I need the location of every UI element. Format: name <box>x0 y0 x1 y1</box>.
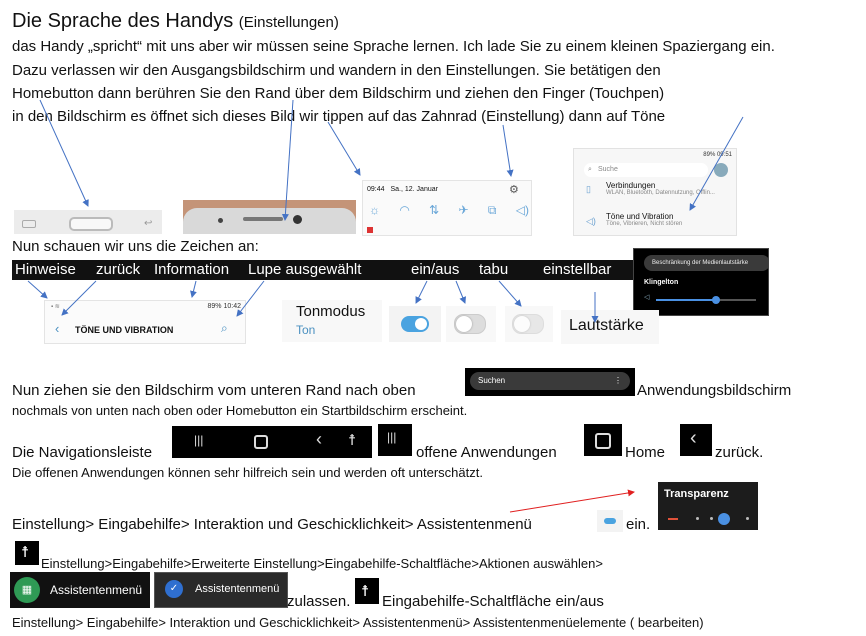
nav-back: zurück. <box>715 444 764 461</box>
home-icon-large[interactable] <box>595 433 611 449</box>
intro-line-3: Homebutton dann berühren Sie den Rand über dem Bildschirm und ziehen den Finger (Touchpen) <box>12 85 665 102</box>
toggle-disabled-shot <box>505 306 553 342</box>
navigation-bar-shot <box>172 426 372 458</box>
arrow-gear <box>503 125 511 176</box>
accessibility-icon-small[interactable]: ☨ <box>21 544 30 561</box>
search-icon: ⌕ <box>588 166 592 173</box>
toggle-on-shot <box>389 306 441 342</box>
flashlight-icon[interactable]: ☼ <box>369 203 380 217</box>
transparency-shot <box>658 482 758 530</box>
tones-status: 89% 10:42 <box>207 303 241 310</box>
sensor-icon <box>218 218 223 223</box>
back-icon-large[interactable]: ‹ <box>690 427 697 449</box>
gear-icon[interactable]: ⚙ <box>509 184 519 196</box>
connections-title: Verbindungen <box>606 181 656 190</box>
search-bar-shot <box>465 368 635 396</box>
lautstaerke-shot[interactable] <box>561 310 659 344</box>
intro-line-1: das Handy „spricht“ mit uns aber wir müssen seine Sprache lernen. Ich lade Sie zu einem kleinen Spaziergang ein. <box>12 38 775 55</box>
nav-home: Home <box>625 444 666 461</box>
accessibility-button-shot <box>15 541 39 565</box>
arrow-aus <box>456 281 465 303</box>
rotate-icon[interactable]: ⧉ <box>487 203 497 217</box>
transparency-slider[interactable] <box>668 518 748 520</box>
magnifier-icon[interactable]: ⌕ <box>221 321 228 335</box>
sound-settings-icon: ◁) <box>586 216 596 226</box>
swipe-line-a: Nun ziehen sie den Bildschirm vom unteren Rand nach oben <box>12 382 416 399</box>
nav-open-apps: offene Anwendungen <box>416 444 557 461</box>
quick-panel-shot <box>362 180 532 236</box>
toggle-on[interactable] <box>401 316 429 332</box>
signs-intro: Nun schauen wir uns die Zeichen an: <box>12 238 259 255</box>
speaker-icon <box>243 217 283 221</box>
toggle-small-shot <box>597 510 623 532</box>
sounds-sub: Töne, Vibrieren, Nicht stören <box>606 221 683 227</box>
connections-icon: ▯ <box>586 184 591 194</box>
connections-sub: WLAN, Bluetooth, Datennutzung, Offlin... <box>606 190 715 196</box>
legend-einstellbar: einstellbar <box>543 261 612 278</box>
notification-icons: ▪ ≋ <box>51 304 60 310</box>
transparency-label: Transparenz <box>664 488 729 500</box>
home-icon[interactable] <box>254 435 268 449</box>
legend-hinweise: Hinweise <box>15 261 76 278</box>
accessibility-icon[interactable]: ☨ <box>348 432 357 449</box>
arrow-ein <box>416 281 427 303</box>
back-icon[interactable]: ‹ <box>316 429 322 449</box>
toggle-off-shot <box>446 306 496 342</box>
media-volume-panel <box>633 248 769 316</box>
search-bar-label: Suchen <box>478 376 506 385</box>
assistant-menu-button-blue[interactable] <box>154 572 288 608</box>
ringtone-label: Klingelton <box>644 279 679 286</box>
tones-title: TÖNE UND VIBRATION <box>75 325 174 335</box>
camera-icon <box>293 215 302 224</box>
legend-information: Information <box>154 261 230 278</box>
apps-search-bar[interactable] <box>470 372 630 390</box>
quick-panel-time: 09:44 <box>367 186 385 193</box>
settings-status: 89% 09:51 <box>703 152 732 158</box>
media-limit-header[interactable]: Beschränkung der Medienlautstärke <box>644 255 769 271</box>
assistant-label-2: Assistentenmenü <box>195 583 280 595</box>
swipe-line-2: nochmals von unten nach oben oder Homebutton ein Startbildschirm erscheint. <box>12 403 468 418</box>
wifi-icon[interactable]: ◠ <box>399 203 410 217</box>
legend-lupe: Lupe ausgewählt <box>248 261 362 278</box>
toggle-off[interactable] <box>454 314 486 334</box>
swipe-line-b: Anwendungsbildschirm <box>637 382 792 399</box>
arrow-tabu <box>499 281 521 306</box>
ringtone-slider[interactable] <box>656 299 756 301</box>
title-sub: (Einstellungen) <box>238 14 339 31</box>
arrow-information <box>192 281 196 297</box>
arrow-transparency <box>510 492 634 512</box>
legend-bar <box>12 260 634 280</box>
data-icon[interactable]: ⇅ <box>429 203 440 217</box>
sound-icon[interactable]: ◁) <box>515 203 529 217</box>
path1-ein: ein. <box>626 516 651 533</box>
allow-button-text: Eingabehilfe-Schaltfläche ein/aus <box>382 593 604 610</box>
toggle-small[interactable] <box>604 518 616 524</box>
tonmodus-shot[interactable] <box>282 300 382 342</box>
volume-icon: ◁ <box>644 294 650 301</box>
nav-note: Die offenen Anwendungen können sehr hilfreich sein und werden oft unterschätzt. <box>12 465 483 480</box>
lautstaerke-label: Lautstärke <box>569 317 644 334</box>
assistant-menu-button-green[interactable] <box>10 572 150 608</box>
intro-line-2: Dazu verlassen wir den Ausgangsbildschirm und wandern in den Einstellungen. Sie betätigen den <box>12 62 661 79</box>
tonmodus-label: Tonmodus <box>296 303 366 320</box>
tonmodus-value: Ton <box>296 323 316 337</box>
assistant-grid-icon: ▦ <box>14 577 40 603</box>
avatar[interactable] <box>714 163 728 177</box>
accessibility-button-shot-2 <box>355 578 379 604</box>
check-icon: ✓ <box>165 580 183 598</box>
back-button-shot <box>680 424 712 456</box>
intro-line-4: in den Bildschirm es öffnet sich dieses Bild wir tippen auf das Zahnrad (Einstellung) dann auf Töne <box>12 108 666 125</box>
settings-item-connections[interactable] <box>606 181 715 196</box>
airplane-icon[interactable]: ✈ <box>458 203 469 217</box>
allow-text: zulassen. <box>287 593 351 610</box>
quick-panel-date: Sa., 12. Januar <box>390 186 438 193</box>
tones-header-shot <box>44 300 246 344</box>
recents-icon-large[interactable]: ||| <box>387 430 397 444</box>
legend-ein-aus: ein/aus <box>411 261 460 278</box>
home-button-icon <box>69 217 113 231</box>
nav-label: Die Navigationsleiste <box>12 444 153 461</box>
recents-icon[interactable]: ||| <box>194 433 204 447</box>
back-key-icon: ↩ <box>144 218 153 229</box>
settings-search-placeholder: Suche <box>598 166 618 173</box>
arrow-hinweise <box>28 281 47 298</box>
title-main: Die Sprache des Handys <box>12 10 234 32</box>
legend-tabu: tabu <box>479 261 509 278</box>
path3-text: Einstellung> Eingabehilfe> Interaktion und Geschicklichkeit> Assistentenmenü> Assistentenmenüelemente ( bearbeiten) <box>12 615 704 630</box>
more-icon[interactable]: ⋮ <box>614 376 622 385</box>
settings-item-sounds[interactable] <box>606 212 682 227</box>
phone-top-photo <box>183 200 356 234</box>
settings-search-field[interactable] <box>584 163 708 177</box>
assistant-label-1: Assistentenmenü <box>50 583 143 597</box>
sounds-title: Töne und Vibration <box>606 212 674 221</box>
settings-shot <box>573 148 737 236</box>
path1-text: Einstellung> Eingabehilfe> Interaktion und Geschicklichkeit> Assistentenmenü <box>12 516 532 533</box>
arrow-panel <box>328 122 360 175</box>
back-arrow-icon[interactable]: ‹ <box>55 321 60 336</box>
page-title <box>12 10 339 33</box>
path2-text: Einstellung>Eingabehilfe>Erweiterte Einstellung>Eingabehilfe-Schaltfläche>Aktionen auswählen> <box>41 556 603 571</box>
legend-zurueck: zurück <box>96 261 141 278</box>
recent-key-icon <box>22 220 36 228</box>
home-button-shot <box>584 424 622 456</box>
toggle-disabled <box>512 314 544 334</box>
accessibility-icon-2[interactable]: ☨ <box>361 583 370 600</box>
recents-button-shot <box>378 424 412 456</box>
home-button-photo <box>14 210 162 234</box>
